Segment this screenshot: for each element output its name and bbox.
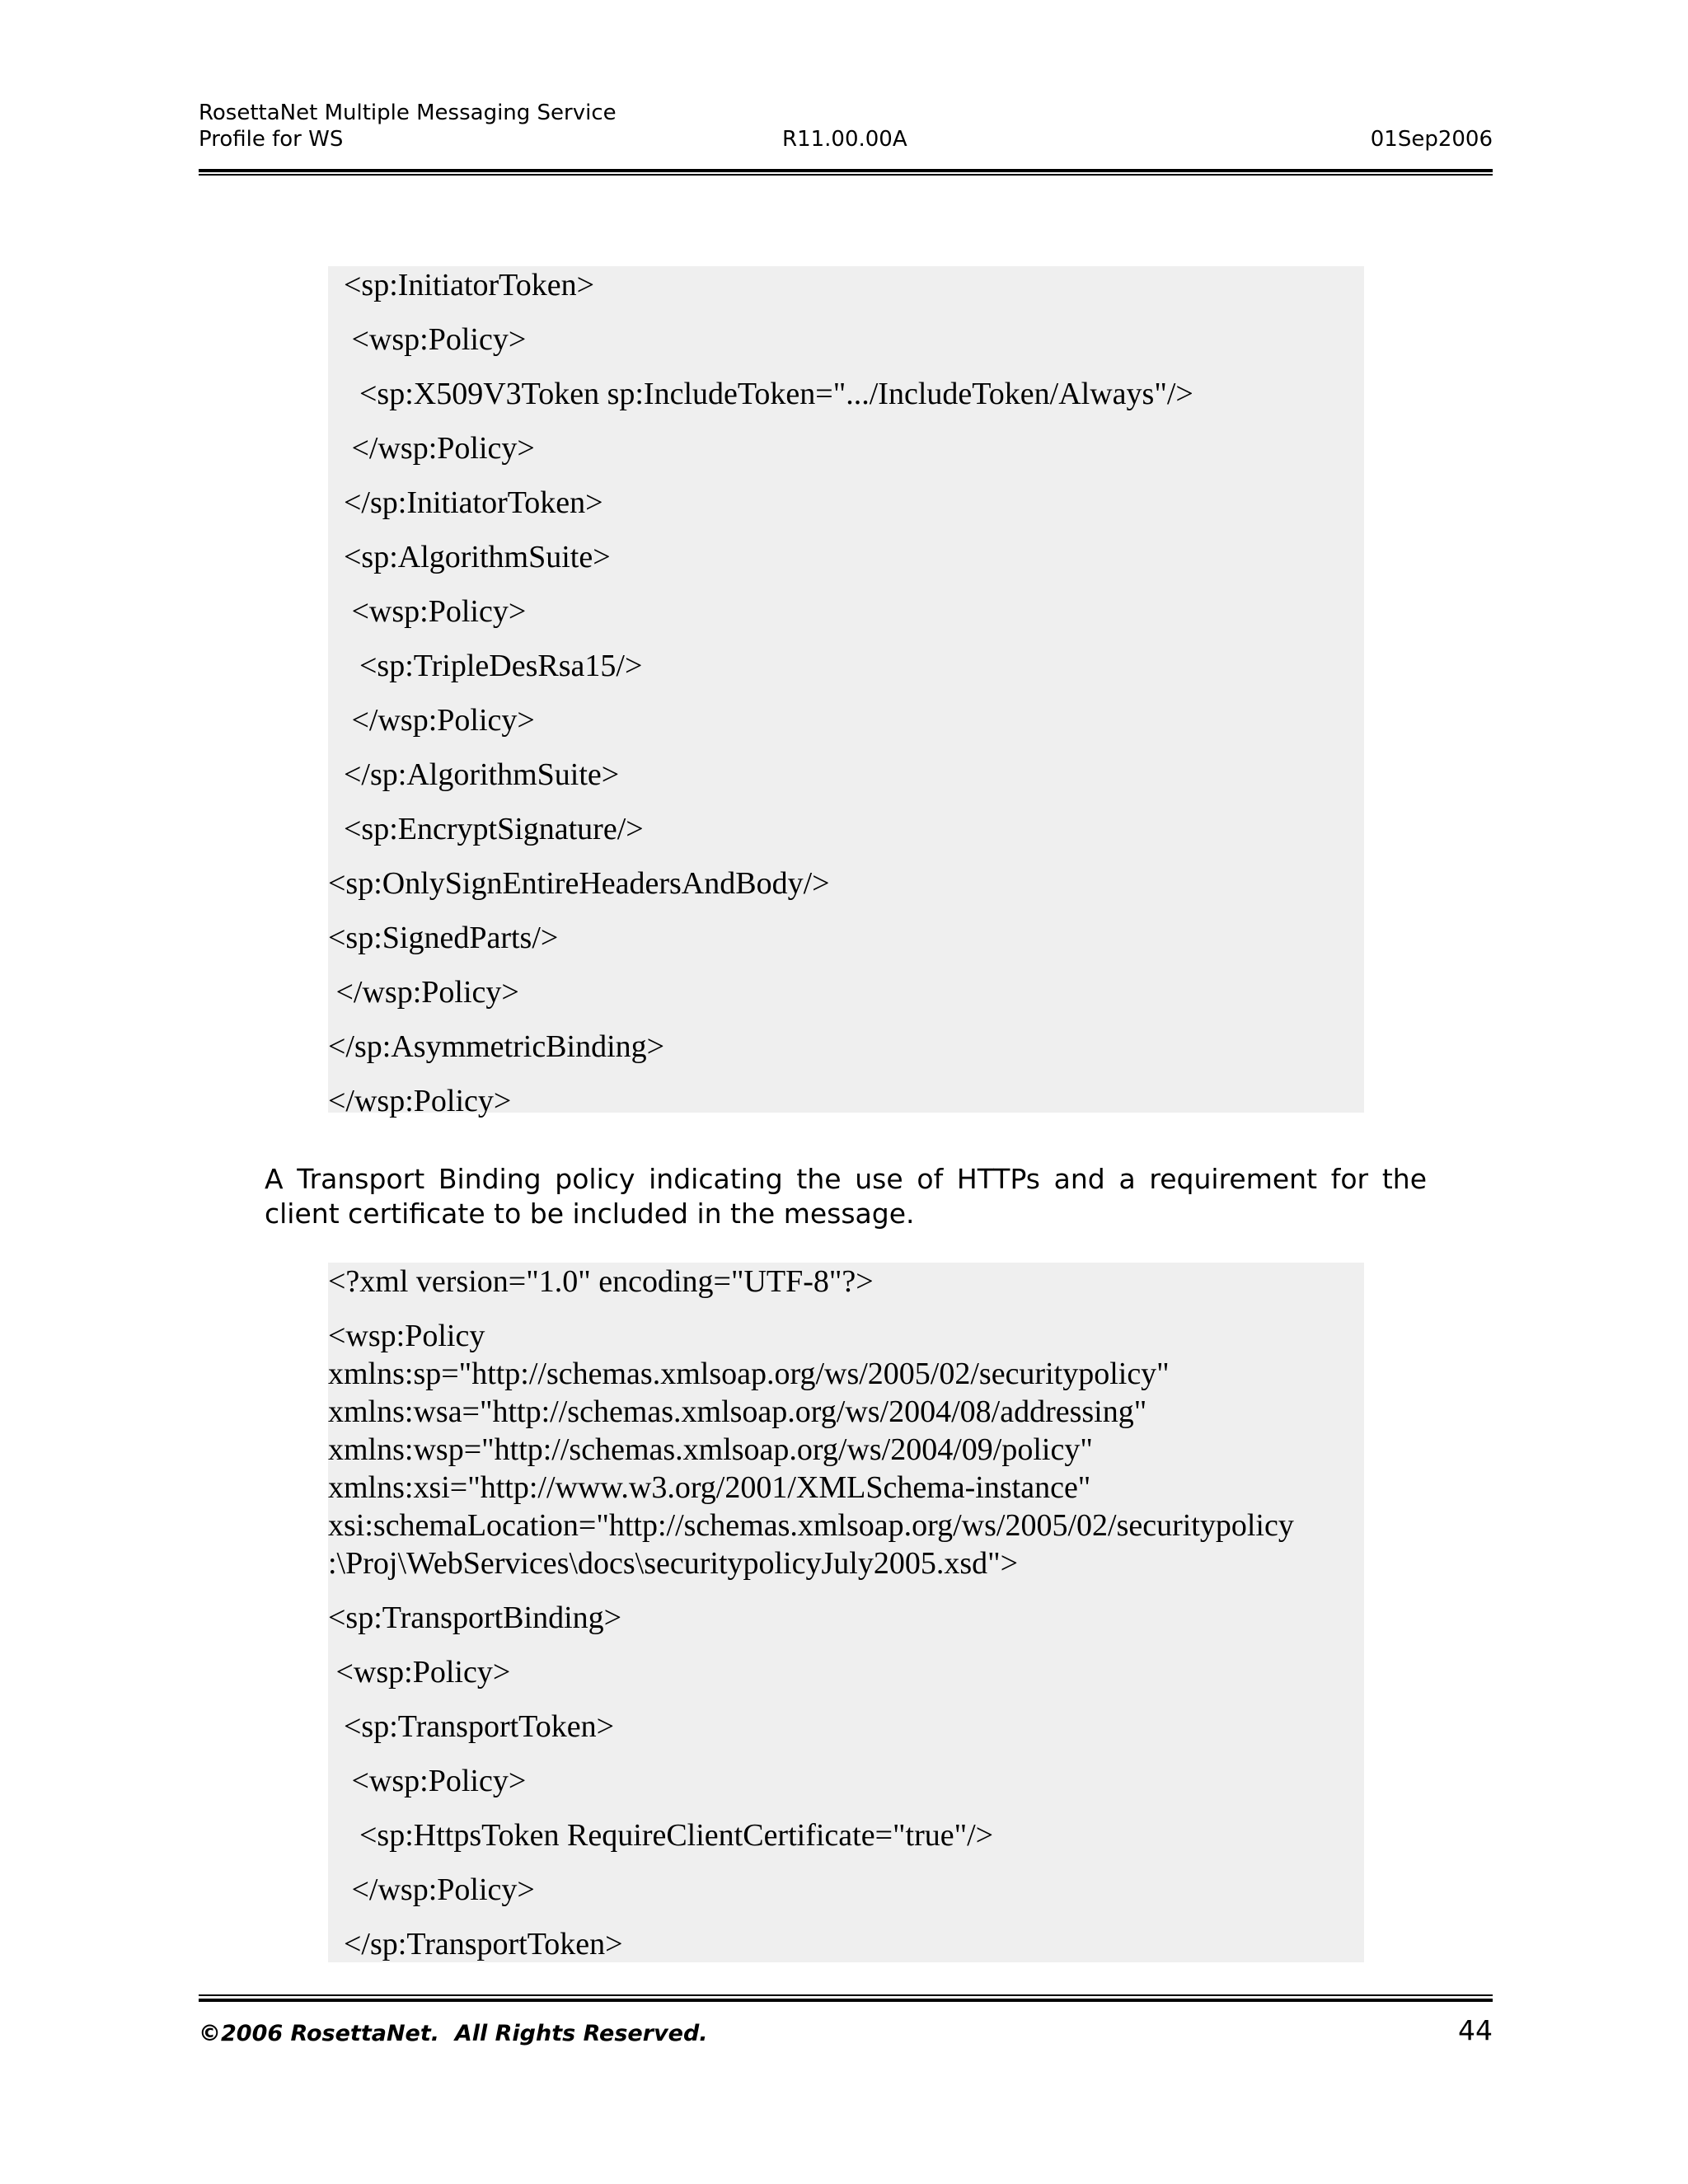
code-line: </wsp:Policy> [328,1872,535,1907]
header-row [199,125,1493,153]
code-line: <sp:AlgorithmSuite> [328,540,611,574]
code-line: <sp:HttpsToken RequireClientCertificate="true"/> [328,1818,994,1853]
header-rule-bottom [199,174,1493,176]
code-line: </sp:AlgorithmSuite> [328,757,620,792]
code-line: <wsp:Policy [328,1319,485,1353]
code-line: <wsp:Policy> [328,1764,527,1798]
body-paragraph: A Transport Binding policy indicating the use of HTTPs and a requirement for the client certificate to be included in the message. [265,1163,1427,1230]
code-line: xsi:schemaLocation="http://schemas.xmlsoap.org/ws/2005/02/securitypolicy [328,1508,1294,1543]
header-release: R11.00.00A [782,127,907,152]
code-line: <sp:EncryptSignature/> [328,812,644,846]
page-number: 44 [1458,2014,1493,2046]
code-line: <wsp:Policy> [328,1655,511,1690]
header-title-line2: Profile for WS [199,127,344,152]
code-block-1 [328,266,1364,1118]
code-line: <?xml version="1.0" encoding="UTF-8"?> [328,1264,874,1299]
code-line: <sp:X509V3Token sp:IncludeToken=".../IncludeToken/Always"/> [328,377,1193,411]
code-line: xmlns:xsi="http://www.w3.org/2001/XMLSchema-instance" [328,1470,1091,1505]
code-line: <sp:TransportToken> [328,1709,615,1744]
footer-rule-top [199,1994,1493,1996]
code-line: xmlns:wsa="http://schemas.xmlsoap.org/ws/2004/08/addressing" [328,1394,1147,1429]
header-date: 01Sep2006 [1370,127,1493,152]
code-line: <sp:SignedParts/> [328,921,559,955]
code-line: </wsp:Policy> [328,1084,512,1118]
footer-rule-bottom [199,1999,1493,2002]
code-line: xmlns:wsp="http://schemas.xmlsoap.org/ws/2004/09/policy" [328,1432,1093,1467]
code-line: </sp:AsymmetricBinding> [328,1029,665,1064]
code-line: <sp:InitiatorToken> [328,268,595,302]
code-line: <wsp:Policy> [328,594,527,629]
code-line: :\Proj\WebServices\docs\securitypolicyJuly2005.xsd"> [328,1546,1019,1581]
code-line: </sp:InitiatorToken> [328,485,603,520]
code-line: <sp:TransportBinding> [328,1601,622,1635]
code-line: </wsp:Policy> [328,703,535,738]
code-line: </wsp:Policy> [328,431,535,466]
code-line: </wsp:Policy> [328,975,519,1010]
code-line: xmlns:sp="http://schemas.xmlsoap.org/ws/2005/02/securitypolicy" [328,1357,1170,1391]
code-line: <wsp:Policy> [328,322,527,357]
header-rule-top [199,169,1493,172]
footer-copyright: ©2006 RosettaNet. All Rights Reserved. [199,2021,708,2046]
code-line: <sp:TripleDesRsa15/> [328,649,643,683]
code-block-2 [328,1263,1364,1962]
code-line: <sp:OnlySignEntireHeadersAndBody/> [328,866,830,901]
header-title-line1: RosettaNet Multiple Messaging Service [199,101,617,125]
code-line: </sp:TransportToken> [328,1927,623,1961]
